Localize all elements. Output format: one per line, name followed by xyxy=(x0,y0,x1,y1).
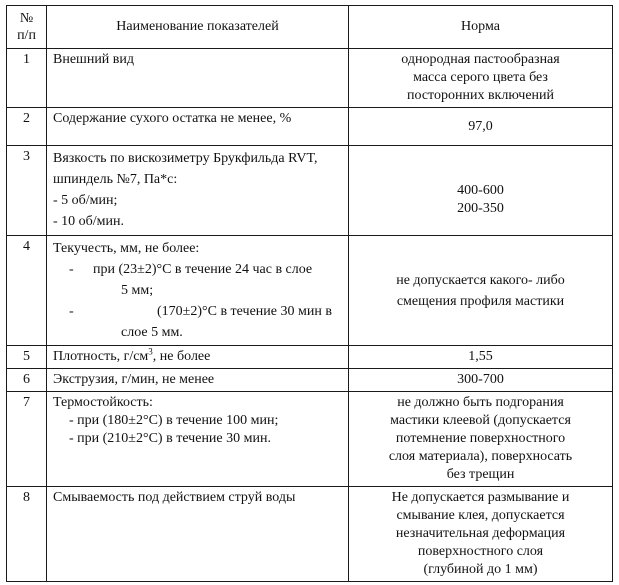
flow-item xyxy=(53,301,342,343)
table-row xyxy=(7,369,613,392)
name-line: - 5 об/мин; xyxy=(53,193,118,208)
row-number: 7 xyxy=(7,392,47,487)
table-row xyxy=(7,346,613,369)
norm-line: потемнение поверхностного xyxy=(395,431,566,446)
flow-item-line: слое 5 мм. xyxy=(121,325,183,340)
norm-line: однородная пастообразная xyxy=(401,52,560,67)
flow-item-text xyxy=(93,259,342,301)
row-norm xyxy=(349,236,613,346)
name-superscript: 3 xyxy=(148,346,153,357)
row-norm xyxy=(349,392,613,487)
row-number: 2 xyxy=(7,108,47,146)
row-norm: 1,55 xyxy=(349,346,613,369)
name-line: Термостойкость: xyxy=(53,395,153,410)
norm-line: (глубиной до 1 мм) xyxy=(423,562,538,577)
row-name xyxy=(47,346,349,369)
name-line: Вязкость по вискозиметру Брукфильда RVT, xyxy=(53,151,318,166)
row-norm: 97,0 xyxy=(349,108,613,146)
row-name xyxy=(47,146,349,236)
norm-line: посторонних включений xyxy=(406,88,555,103)
row-number: 8 xyxy=(7,487,47,582)
norm-line: поверхностного слоя xyxy=(417,544,544,559)
header-number-abbr: п/п xyxy=(17,28,36,43)
row-name: Внешний вид xyxy=(47,49,349,108)
norm-line: масса серого цвета без xyxy=(413,70,548,85)
dash-marker: - xyxy=(69,262,74,277)
norm-line: 200-350 xyxy=(457,200,504,216)
norm-line: мастики клеевой (допускается xyxy=(390,413,571,428)
norm-line: Не допускается размывание и xyxy=(391,490,570,505)
row-name: Содержание сухого остатка не менее, % xyxy=(47,108,349,146)
table-row xyxy=(7,487,613,582)
dash-marker: - xyxy=(69,304,74,319)
row-number: 1 xyxy=(7,49,47,108)
norm-line: не должно быть подгорания xyxy=(397,395,564,410)
row-name xyxy=(47,236,349,346)
row-norm xyxy=(349,487,613,582)
table-row xyxy=(7,146,613,236)
name-line: - при (210±2°С) в течение 30 мин. xyxy=(69,431,271,446)
name-line: - при (180±2°С) в течение 100 мин; xyxy=(69,413,279,428)
flow-item-line: 5 мм; xyxy=(121,283,154,298)
row-number: 3 xyxy=(7,146,47,236)
flow-item-text xyxy=(93,301,342,343)
table-row xyxy=(7,108,613,146)
row-name xyxy=(47,392,349,487)
header-number xyxy=(7,6,47,49)
row-name: Экструзия, г/мин, не менее xyxy=(47,369,349,392)
name-tail: , не более xyxy=(152,349,211,364)
row-number: 4 xyxy=(7,236,47,346)
row-name: Смываемость под действием струй воды xyxy=(47,487,349,582)
norm-line: незначительная деформация xyxy=(395,526,566,541)
name-line: - 10 об/мин. xyxy=(53,214,125,229)
table-row xyxy=(7,236,613,346)
name-main: Плотность, г/см xyxy=(53,349,149,364)
norm-line: слоя материала), поверхносать xyxy=(388,449,573,464)
row-number: 6 xyxy=(7,369,47,392)
norm-line: смещения профиля мастики xyxy=(396,293,565,309)
flow-item-line: при (23±2)°С в течение 24 час в слое xyxy=(93,262,313,277)
norm-line: не допускается какого- либо xyxy=(396,272,565,288)
row-norm: 300-700 xyxy=(349,369,613,392)
header-name: Наименование показателей xyxy=(47,6,349,49)
norm-line: 400-600 xyxy=(457,182,504,198)
norm-line: смывание клея, допускается xyxy=(396,508,565,523)
row-norm xyxy=(349,146,613,236)
table-row xyxy=(7,392,613,487)
table-header-row xyxy=(7,6,613,49)
specification-table xyxy=(6,5,613,582)
header-norm: Норма xyxy=(349,6,613,49)
flow-item xyxy=(53,259,342,301)
flow-item-line: (170±2)°С в течение 30 мин в xyxy=(157,304,332,319)
table-row xyxy=(7,49,613,108)
row-number: 5 xyxy=(7,346,47,369)
name-line: шпиндель №7, Па*с: xyxy=(53,172,178,187)
header-number-symbol: № xyxy=(19,11,34,26)
name-title: Текучесть, мм, не более: xyxy=(53,241,200,256)
row-norm xyxy=(349,49,613,108)
norm-line: без трещин xyxy=(446,467,515,482)
